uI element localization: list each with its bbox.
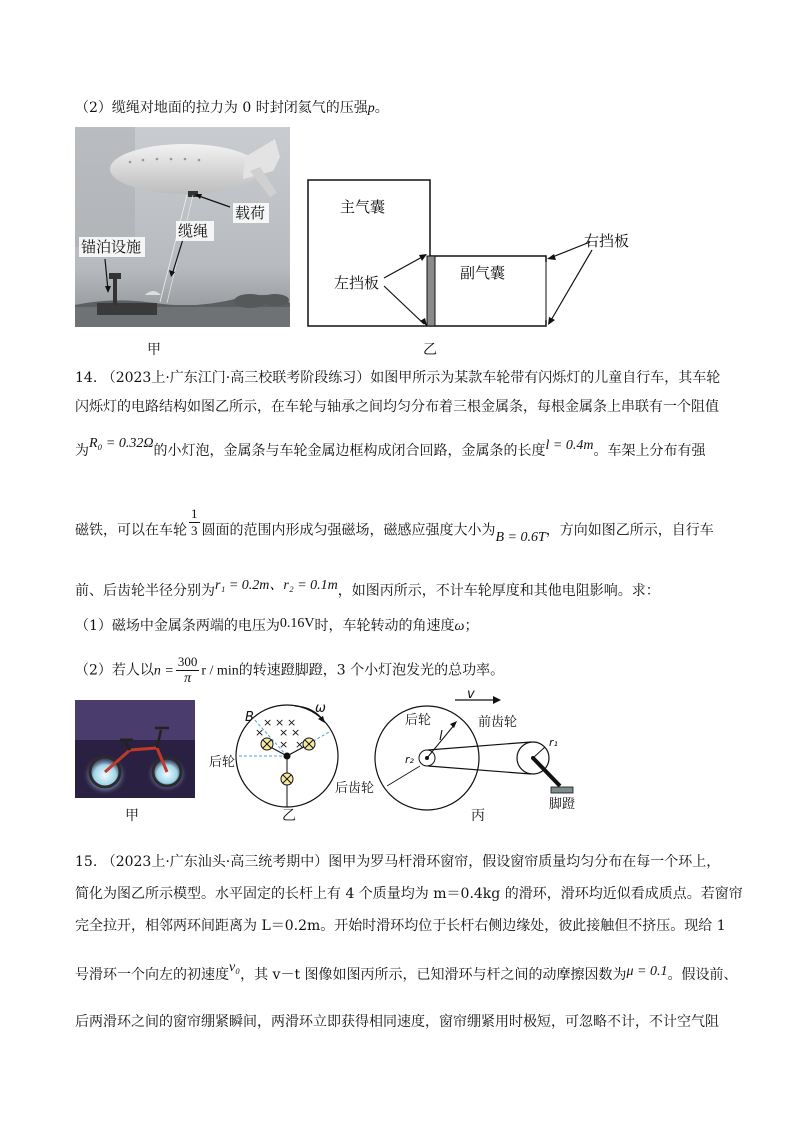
q14-fig-yi-caption: 乙 [282, 808, 296, 824]
q13-subq2-text: （2）缆绳对地面的拉力为 0 时封闭氦气的压强 [75, 100, 368, 116]
frac-300: 300 [177, 654, 198, 669]
q13-fig-yi [300, 170, 650, 330]
q14-line4-b: 圆面的范围内形成匀强磁场，磁感应强度大小为 [201, 522, 496, 539]
q14-sub2-a: （2）若人以 [75, 662, 154, 679]
q14-fig-jia [75, 700, 195, 798]
q14-sub2 [75, 654, 504, 687]
q14-sub1-c: ； [464, 618, 479, 634]
q14-line3-c: 。车架上分布有强 [593, 443, 706, 459]
q14-r1r2: r₁ = 0.2m、r₂ = 0.1m [215, 578, 338, 593]
frac-num: 1 [191, 506, 198, 521]
label-v: v [467, 690, 475, 702]
label-rear-wheel-yi: 后轮 [209, 755, 236, 770]
q13-subq2-var: p [367, 101, 375, 116]
label-rear-wheel-bing: 后轮 [405, 713, 432, 728]
label-B: B [245, 710, 254, 725]
q14-line5 [75, 578, 660, 602]
q13-subq2 [75, 98, 389, 119]
q14-l: l = 0.4m [545, 438, 594, 453]
label-pedal: 脚蹬 [549, 797, 576, 812]
q13-subq2-end: 。 [374, 100, 389, 116]
q15-line4-c: 。假设前、 [667, 967, 738, 983]
q14-unit: r / min [201, 663, 239, 679]
q15-mu: μ = 0.1 [626, 964, 668, 979]
q14-sub1 [75, 616, 478, 637]
label-right-plate: 右挡板 [584, 232, 630, 250]
left-baffle [427, 256, 435, 326]
q14-omega: ω [454, 619, 465, 634]
q14-sub2-b: 的转速蹬脚蹬，3 个小灯泡发光的总功率。 [238, 662, 505, 679]
svg-text:×: × [263, 716, 273, 729]
pedal [551, 787, 573, 793]
svg-text:×: × [279, 738, 289, 751]
label-payload: 载荷 [235, 204, 266, 222]
q14-fig-bing [335, 690, 595, 815]
q14-line4-a: 磁铁，可以在车轮 [75, 522, 187, 539]
label-sub-bag: 副气囊 [460, 264, 506, 282]
q14-r0: R₀ = 0.32Ω [89, 436, 154, 451]
label-r2: r₂ [405, 753, 414, 766]
bike-photo [75, 700, 195, 798]
label-r1: r₁ [549, 736, 558, 749]
q14-sub1-b: 时，车轮转动的角速度 [314, 618, 455, 634]
label-rear-gear: 后齿轮 [335, 781, 375, 796]
balloon-schematic [300, 170, 650, 330]
q14-sub1-a: （1）磁场中金属条两端的电压为 [75, 618, 280, 634]
svg-text:×: × [287, 716, 297, 729]
anchor-facility [97, 303, 157, 315]
label-anchor: 锚泊设施 [81, 238, 142, 256]
airship-photo [75, 127, 290, 327]
q14-line2: 闪烁灯的电路结构如图乙所示，在车轮与轴承之间均匀分布着三根金属条，每根金属条上串联有一个阻值 [75, 399, 719, 415]
q14-line3-b: 的小灯泡，金属条与车轮金属边框构成闭合回路，金属条的长度 [153, 443, 546, 459]
q14-line5-a: 前、后齿轮半径分别为 [75, 583, 215, 599]
q15-line1: 15. （2023上·广东汕头·高三统考期中）图甲为罗马杆滑环窗帘，假设窗帘质量均匀分布在每一个环上， [75, 854, 721, 870]
q15-line4 [75, 960, 738, 986]
label-left-plate: 左挡板 [334, 274, 380, 292]
q15-line3: 完全拉开，相邻两环间距离为 L＝0.2m。开始时滑环均位于长杆右侧边缘处，彼此接触但不挤压。现给 1 [75, 918, 726, 934]
q14-voltage: 0.16V [279, 616, 315, 631]
wheel-circuit-diagram [205, 700, 340, 810]
q14-line4 [75, 506, 714, 547]
svg-text:×: × [295, 738, 305, 751]
q14-B: B = 0.6T [495, 529, 546, 545]
q13-fig-jia [75, 127, 290, 327]
svg-text:×: × [291, 726, 301, 739]
chain-drive-diagram [335, 690, 595, 815]
svg-text:×: × [275, 716, 285, 729]
airship-hull [110, 144, 260, 194]
label-front-gear: 前齿轮 [478, 715, 518, 730]
frac-den: 3 [191, 523, 198, 538]
q14-line3 [75, 436, 706, 462]
label-omega: ω [315, 701, 326, 716]
q14-n: n = [153, 663, 174, 679]
label-cable: 缆绳 [178, 222, 209, 240]
q14-line5-b: ，如图丙所示，不计车轮厚度和其他电阻影响。求： [337, 583, 660, 599]
label-main-bag: 主气囊 [340, 198, 386, 216]
q15-v0: v₀ [229, 960, 241, 975]
svg-text:×: × [255, 726, 265, 739]
q13-fig-yi-caption: 乙 [423, 342, 437, 358]
q13-fig-jia-caption: 甲 [147, 342, 161, 358]
q14-line4-c: ，方向如图乙所示，自行车 [545, 522, 714, 539]
q14-fig-yi [205, 700, 340, 810]
q14-fig-bing-caption: 丙 [471, 808, 485, 824]
q15-line4-b: ，其 v－t 图像如图丙所示，已知滑环与杆之间的动摩擦因数为 [240, 967, 627, 983]
q14-line1: 14. （2023上·广东江门·高三校联考阶段练习）如图甲所示为某款车轮带有闪烁灯的儿童自行车，其车轮 [75, 370, 721, 386]
q15-line4-a: 号滑环一个向左的初速度 [75, 967, 229, 983]
q15-line5: 后两滑环之间的窗帘绷紧瞬间，两滑环立即获得相同速度，窗帘绷紧用时极短，可忽略不计，不计空气阻 [75, 1014, 719, 1030]
label-l: l [439, 729, 443, 744]
fraction-one-third [189, 506, 200, 539]
q14-fig-jia-caption: 甲 [125, 808, 139, 824]
fraction-300-pi [176, 654, 200, 687]
frac-pi: π [184, 671, 192, 686]
q14-line3-a: 为 [75, 443, 89, 459]
q15-line2: 简化为图乙所示模型。水平固定的长杆上有 4 个质量均为 m＝0.4kg 的滑环，滑环均近似看成质点。若窗帘 [75, 886, 743, 902]
svg-text:×: × [279, 726, 289, 739]
